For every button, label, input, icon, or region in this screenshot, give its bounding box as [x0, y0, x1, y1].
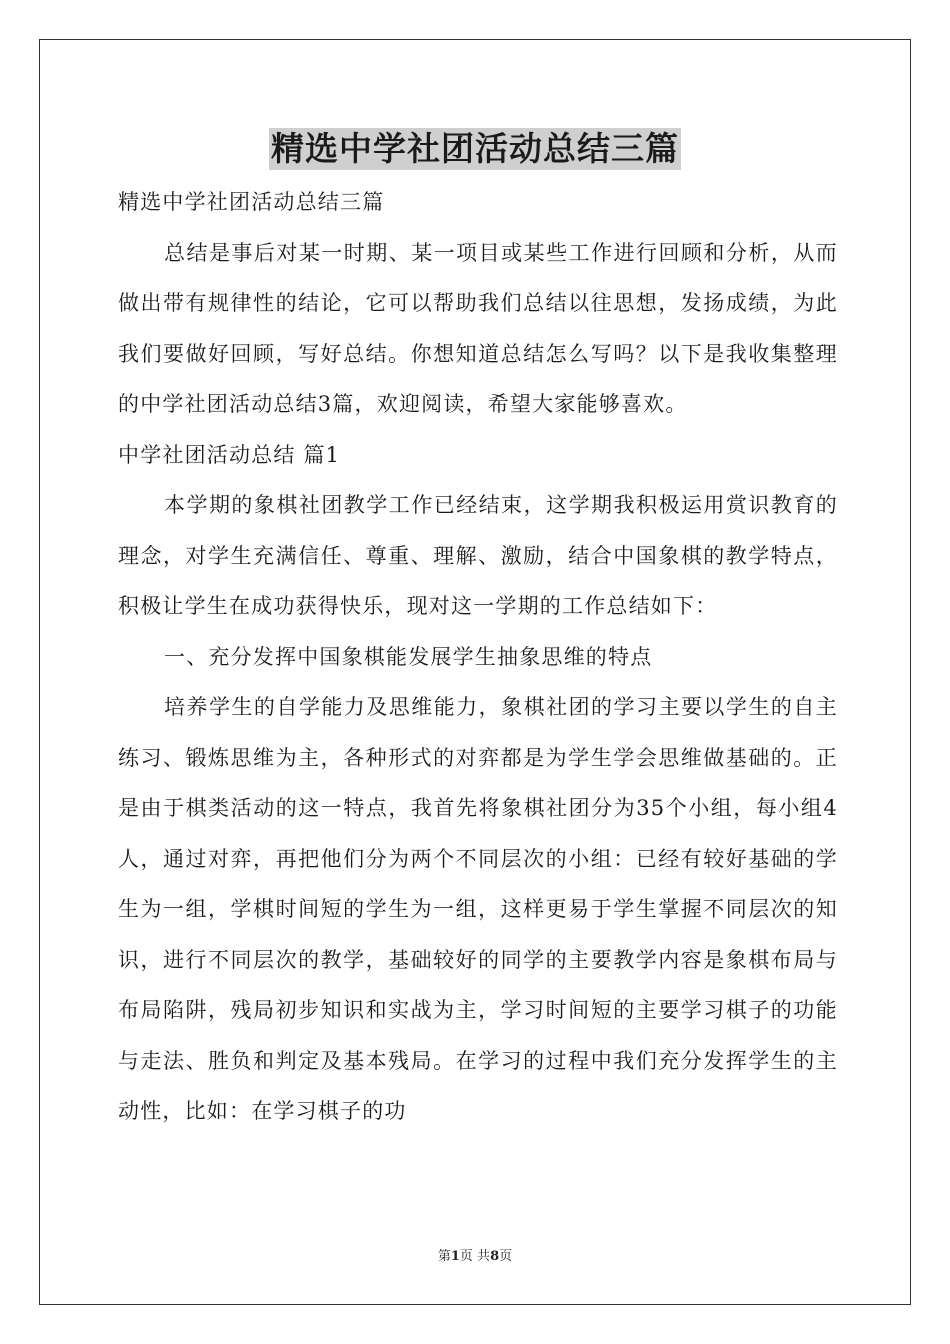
footer-page-prefix: 第	[437, 1249, 451, 1264]
paragraph-body: 培养学生的自学能力及思维能力，象棋社团的学习主要以学生的自主练习、锻炼思维为主，各种形式的对弈都是为学生学会思维做基础的。正是由于棋类活动的这一特点，我首先将象棋社团分为35个小组，每小组4人，通过对弈，再把他们分为两个不同层次的小组：已经有较好基础的学生为一组，学棋时间短的学生为一组，这样更易于学生掌握不同层次的知识，进行不同层次的教学，基础较好的同学的主要教学内容是象棋布局与布局陷阱，残局初步知识和实战为主，学习时间短的主要学习棋子的功能与走法、胜负和判定及基本残局。在学习的过程中我们充分发挥学生的主动性，比如：在学习棋子的功	[118, 695, 838, 1123]
footer-page-current: 1	[450, 1249, 460, 1264]
footer-page-suffix: 页	[499, 1249, 513, 1264]
page-footer	[0, 1249, 950, 1265]
footer-page-mid: 页 共	[459, 1249, 491, 1264]
footer-page-total: 8	[490, 1249, 500, 1264]
section-heading: 中学社团活动总结 篇1	[118, 442, 341, 467]
document-title: 精选中学社团活动总结三篇	[271, 129, 679, 168]
paragraph-intro: 总结是事后对某一时期、某一项目或某些工作进行回顾和分析，从而做出带有规律性的结论，它可以帮助我们总结以往思想，发扬成绩，为此我们要做好回顾，写好总结。你想知道总结怎么写吗？以下是我收集整理的中学社团活动总结3篇，欢迎阅读，希望大家能够喜欢。	[118, 240, 838, 416]
title-container	[0, 128, 950, 170]
document-body	[118, 177, 838, 1137]
paragraph-subheading: 一、充分发挥中国象棋能发展学生抽象思维的特点	[164, 644, 653, 669]
paragraph-subtitle: 精选中学社团活动总结三篇	[118, 190, 385, 214]
paragraph-section-intro: 本学期的象棋社团教学工作已经结束，这学期我积极运用赏识教育的理念，对学生充满信任、尊重、理解、激励，结合中国象棋的教学特点，积极让学生在成功获得快乐，现对这一学期的工作总结如下：	[118, 493, 838, 618]
